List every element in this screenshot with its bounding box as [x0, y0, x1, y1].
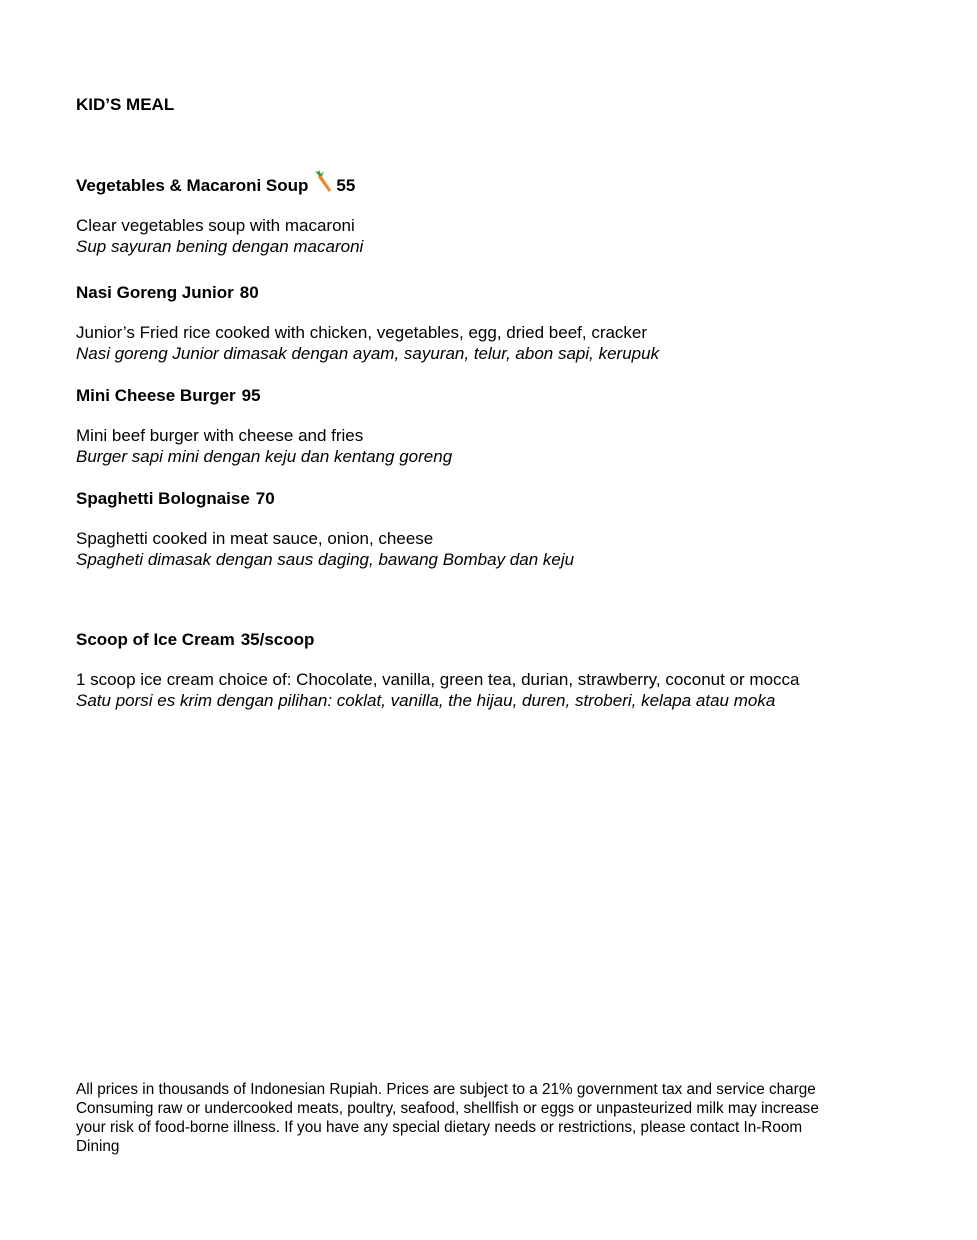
- menu-item: [76, 175, 956, 257]
- item-price: 95: [241, 386, 261, 405]
- menu-item: [76, 488, 956, 570]
- menu-title: KID’S MEAL: [76, 95, 175, 114]
- item-heading: [76, 282, 956, 304]
- item-description-indonesian: Sup sayuran bening dengan macaroni: [76, 237, 364, 256]
- item-price: 80: [239, 283, 259, 302]
- item-name: Mini Cheese Burger: [76, 386, 236, 405]
- item-description: Spaghetti cooked in meat sauce, onion, cheese: [76, 529, 434, 548]
- item-description-indonesian: Satu porsi es krim dengan pilihan: coklat, vanilla, the hijau, duren, stroberi, kelapa atau moka: [76, 691, 776, 710]
- carrot-icon: [312, 170, 334, 196]
- item-heading: [76, 385, 956, 407]
- item-name: Nasi Goreng Junior: [76, 283, 234, 302]
- menu-item: [76, 282, 956, 364]
- item-price: 55: [336, 176, 356, 195]
- footer-line: Consuming raw or undercooked meats, poultry, seafood, shellfish or eggs or unpasteurized milk may increase: [76, 1100, 819, 1117]
- item-description-indonesian: Nasi goreng Junior dimasak dengan ayam, sayuran, telur, abon sapi, kerupuk: [76, 344, 660, 363]
- menu-item: [76, 385, 956, 467]
- item-price: 35/scoop: [240, 630, 315, 649]
- footer-line: your risk of food-borne illness. If you have any special dietary needs or restrictions, please contact In-Room: [76, 1119, 803, 1136]
- item-name: Scoop of Ice Cream: [76, 630, 235, 649]
- item-price: 70: [255, 489, 275, 508]
- item-heading: [76, 629, 956, 651]
- item-name: Vegetables & Macaroni Soup: [76, 176, 309, 195]
- item-name: Spaghetti Bolognaise: [76, 489, 250, 508]
- footer-disclaimer: [76, 1080, 956, 1156]
- item-heading: [76, 175, 956, 197]
- item-description: 1 scoop ice cream choice of: Chocolate, vanilla, green tea, durian, strawberry, coconut or mocca: [76, 670, 800, 689]
- item-description-indonesian: Spagheti dimasak dengan saus daging, bawang Bombay dan keju: [76, 550, 575, 569]
- footer-line: Dining: [76, 1138, 120, 1155]
- item-description-indonesian: Burger sapi mini dengan keju dan kentang goreng: [76, 447, 453, 466]
- item-heading: [76, 488, 956, 510]
- footer-line: All prices in thousands of Indonesian Rupiah. Prices are subject to a 21% government tax and service charge: [76, 1081, 816, 1098]
- menu-item: [76, 629, 956, 711]
- item-description: Mini beef burger with cheese and fries: [76, 426, 364, 445]
- item-description: Junior’s Fried rice cooked with chicken, vegetables, egg, dried beef, cracker: [76, 323, 648, 342]
- item-description: Clear vegetables soup with macaroni: [76, 216, 355, 235]
